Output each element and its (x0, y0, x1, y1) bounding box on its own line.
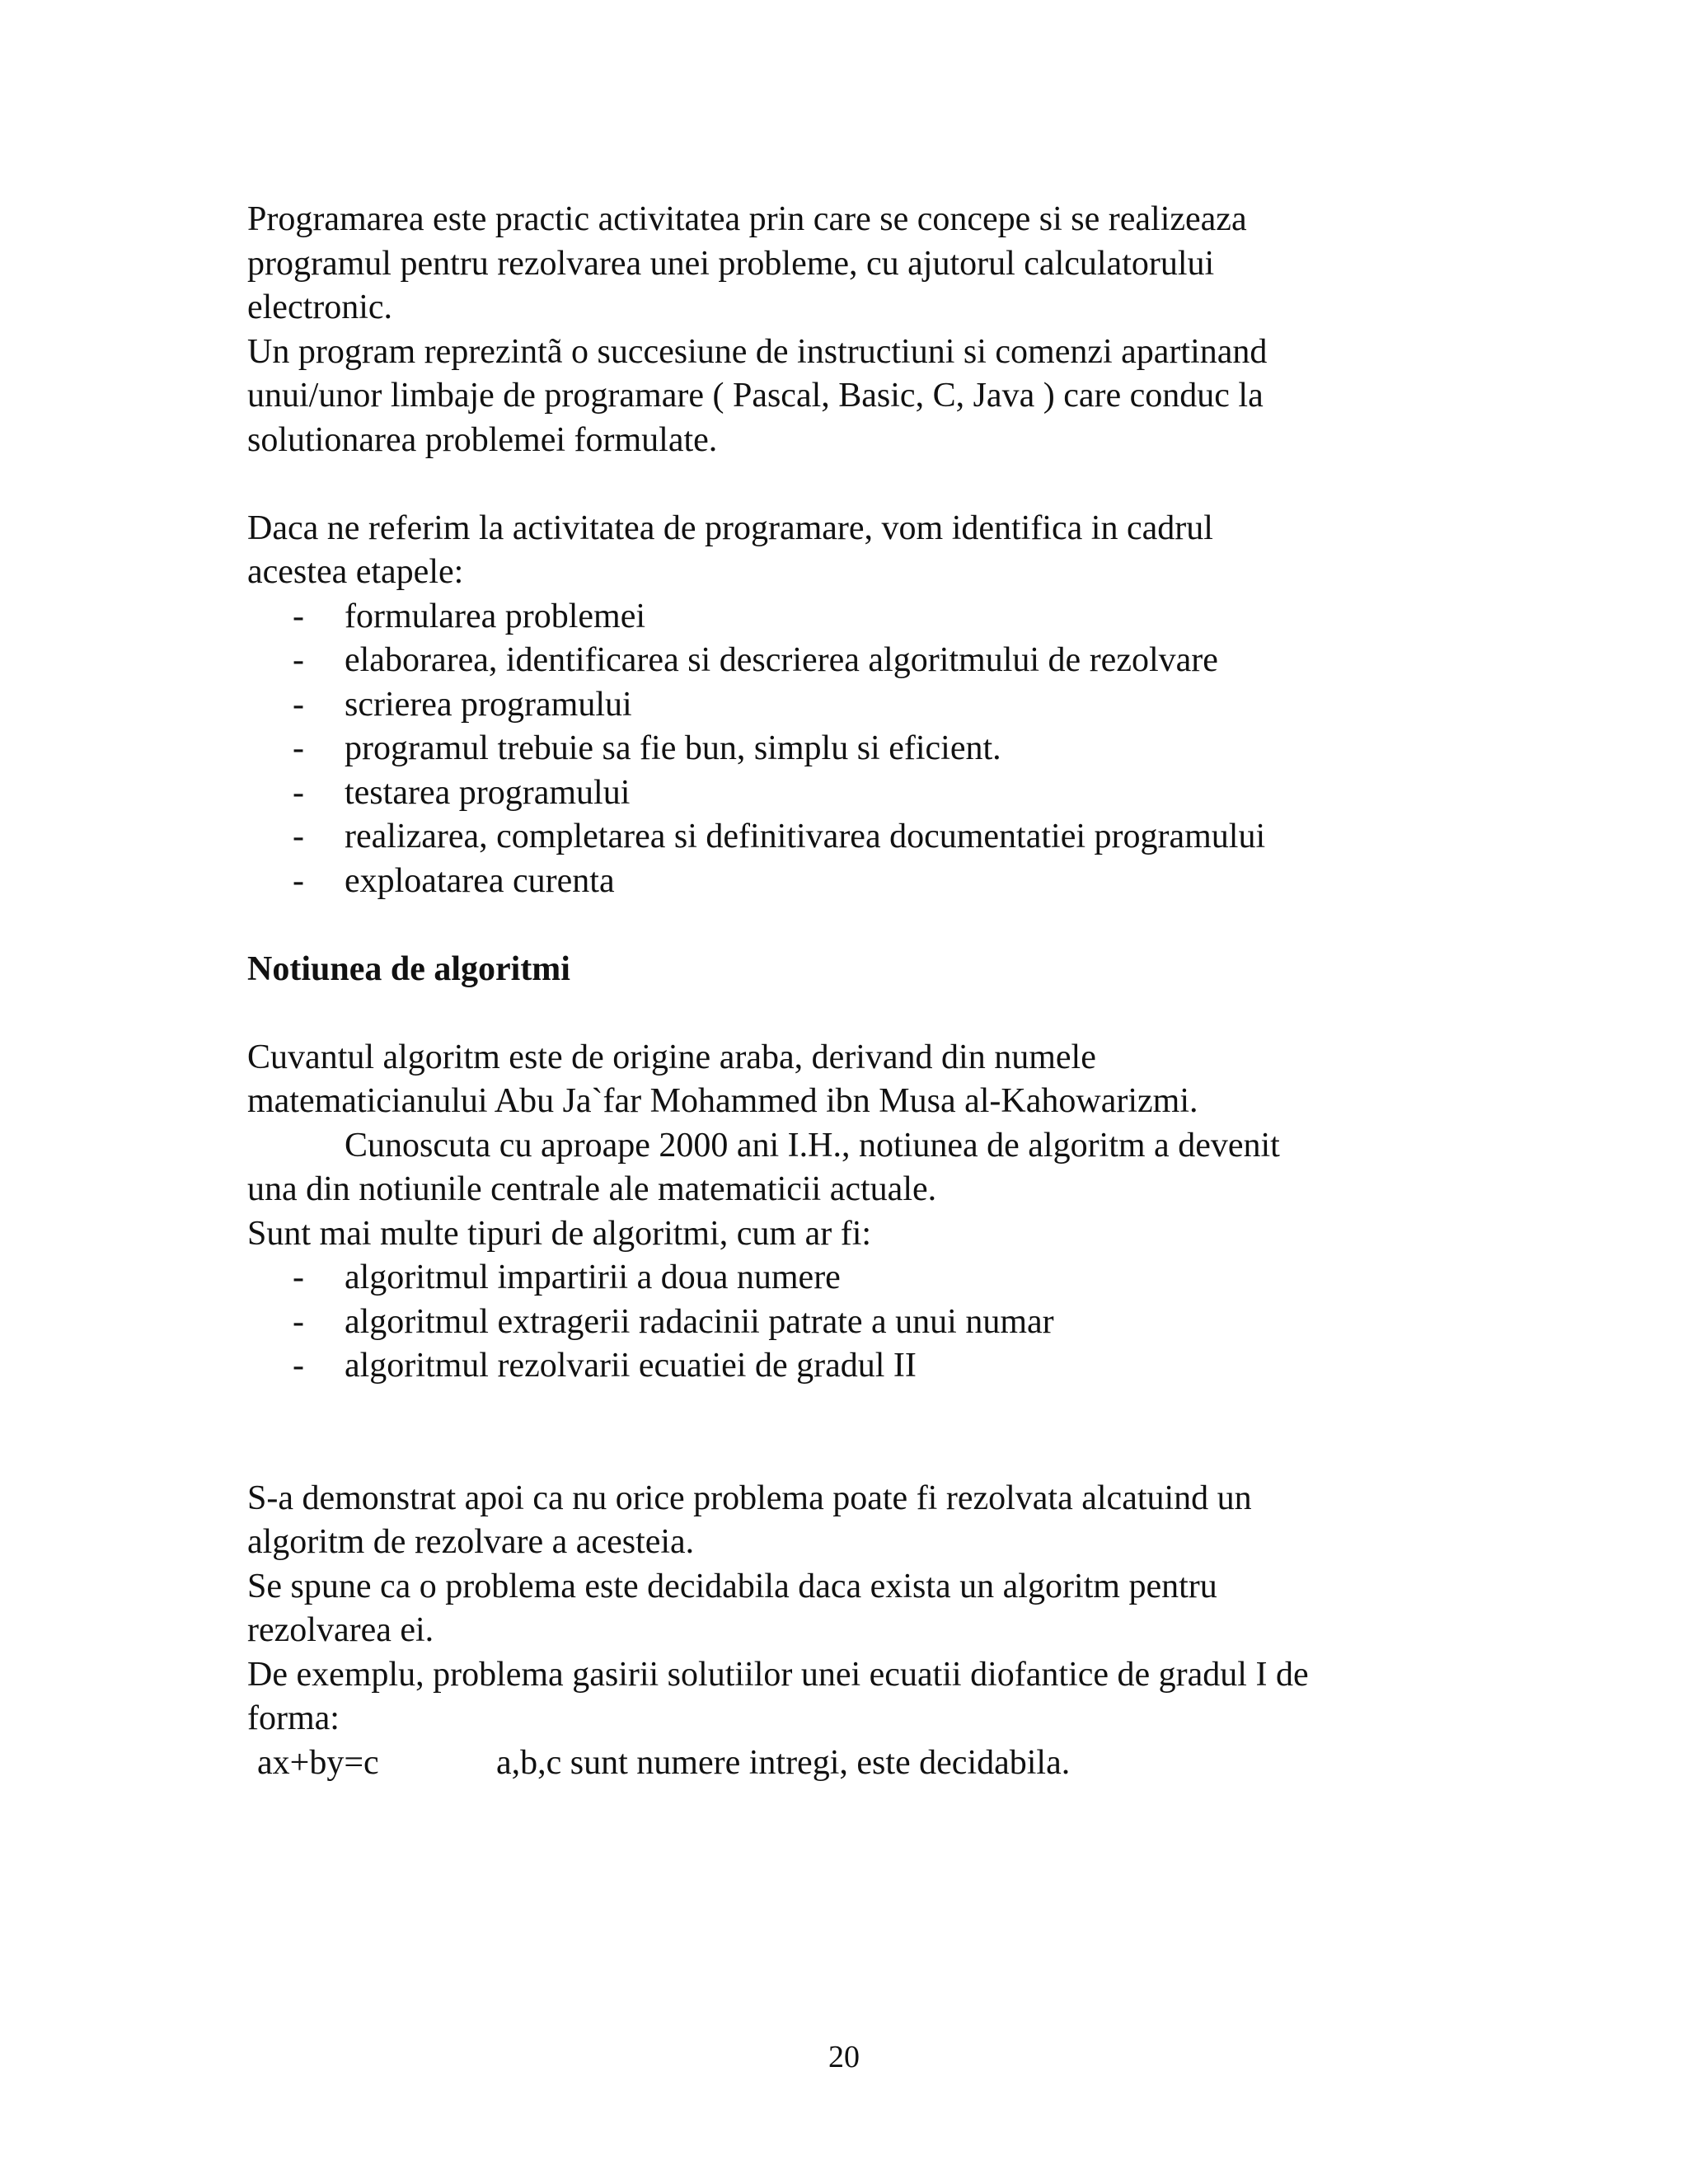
dash-bullet: - (293, 1302, 304, 1341)
text-line: Programarea este practic activitatea prin care se concepe si se realizeaza (247, 200, 1247, 238)
list-item-text: testarea programului (345, 773, 631, 812)
list-item (247, 1256, 1484, 1301)
text-line: programul pentru rezolvarea unei probleme, cu ajutorul calculatorului (247, 244, 1215, 283)
dash-bullet: - (293, 729, 304, 767)
list-item (247, 1301, 1484, 1345)
list-item (247, 595, 1484, 640)
list-item (247, 683, 1484, 728)
text-line: De exemplu, problema gasirii solutiilor unei ecuatii diofantice de gradul I de (247, 1655, 1309, 1694)
list-item (247, 771, 1484, 816)
text-line: S-a demonstrat apoi ca nu orice problema poate fi rezolvata alcatuind un (247, 1479, 1252, 1517)
list-item-text: programul trebuie sa fie bun, simplu si eficient. (345, 729, 1001, 767)
list-item-text: formularea problemei (345, 597, 645, 635)
section-heading: Notiunea de algoritmi (247, 949, 570, 988)
text-line: rezolvarea ei. (247, 1611, 434, 1649)
dash-bullet: - (293, 597, 304, 635)
text-line: matematicianului Abu Ja`far Mohammed ibn Musa al-Kahowarizmi. (247, 1082, 1198, 1120)
dash-bullet: - (293, 861, 304, 900)
dash-bullet: - (293, 773, 304, 812)
text-line: Sunt mai multe tipuri de algoritmi, cum ar fi: (247, 1214, 872, 1253)
blank-line (247, 462, 1484, 507)
list-item-text: algoritmul impartirii a doua numere (345, 1258, 841, 1296)
intro-paragraph (247, 198, 1484, 462)
dash-bullet: - (293, 818, 304, 855)
blank-line (247, 1432, 1484, 1477)
stages-list (247, 595, 1484, 904)
decidability-paragraph (247, 1477, 1484, 1786)
dash-bullet: - (293, 1258, 304, 1296)
list-item-text: algoritmul extragerii radacinii patrate a unui numar (345, 1302, 1054, 1341)
blank-line (247, 903, 1484, 948)
text-line: una din notiunile centrale ale matematicii actuale. (247, 1170, 937, 1208)
list-item (247, 1344, 1484, 1389)
text-line: Se spune ca o problema este decidabila daca exista un algoritm pentru (247, 1567, 1217, 1605)
text-line: forma: (247, 1699, 340, 1737)
blank-line (247, 1389, 1484, 1433)
list-item (247, 815, 1484, 860)
blank-line (247, 991, 1484, 1036)
list-item (247, 860, 1484, 904)
stages-intro-paragraph (247, 507, 1484, 595)
text-line: acestea etapele: (247, 553, 464, 591)
document-body (247, 198, 1484, 1785)
equation: ax+by=c (257, 1743, 379, 1782)
list-item-text: elaborarea, identificarea si descrierea algoritmului de rezolvare (345, 641, 1218, 679)
origin-paragraph (247, 1036, 1484, 1257)
algorithm-types-list (247, 1256, 1484, 1389)
text-line: algoritm de rezolvare a acesteia. (247, 1523, 695, 1561)
indented-text-line: Cunoscuta cu aproape 2000 ani I.H., notiunea de algoritm a devenit (345, 1126, 1280, 1165)
page-number: 20 (828, 2040, 860, 2074)
dash-bullet: - (293, 641, 304, 679)
equation-note: a,b,c sunt numere intregi, este decidabila. (496, 1743, 1071, 1782)
list-item (247, 639, 1484, 683)
list-item-text: algoritmul rezolvarii ecuatiei de gradul II (345, 1347, 917, 1385)
formula-line (247, 1741, 1484, 1786)
text-line: Cuvantul algoritm este de origine araba, derivand din numele (247, 1038, 1096, 1076)
dash-bullet: - (293, 685, 304, 724)
text-line: Daca ne referim la activitatea de programare, vom identifica in cadrul (247, 509, 1213, 547)
text-line: electronic. (247, 288, 393, 326)
text-line: solutionarea problemei formulate. (247, 420, 718, 459)
dash-bullet: - (293, 1347, 304, 1385)
list-item-text: exploatarea curenta (345, 861, 615, 900)
text-line: Un program reprezintã o succesiune de instructiuni si comenzi apartinand (247, 332, 1268, 371)
list-item-text: scrierea programului (345, 685, 632, 724)
list-item (247, 727, 1484, 771)
list-item-text: realizarea, completarea si definitivarea documentatiei programului (345, 818, 1266, 855)
text-line: unui/unor limbaje de programare ( Pascal, Basic, C, Java ) care conduc la (247, 377, 1264, 415)
